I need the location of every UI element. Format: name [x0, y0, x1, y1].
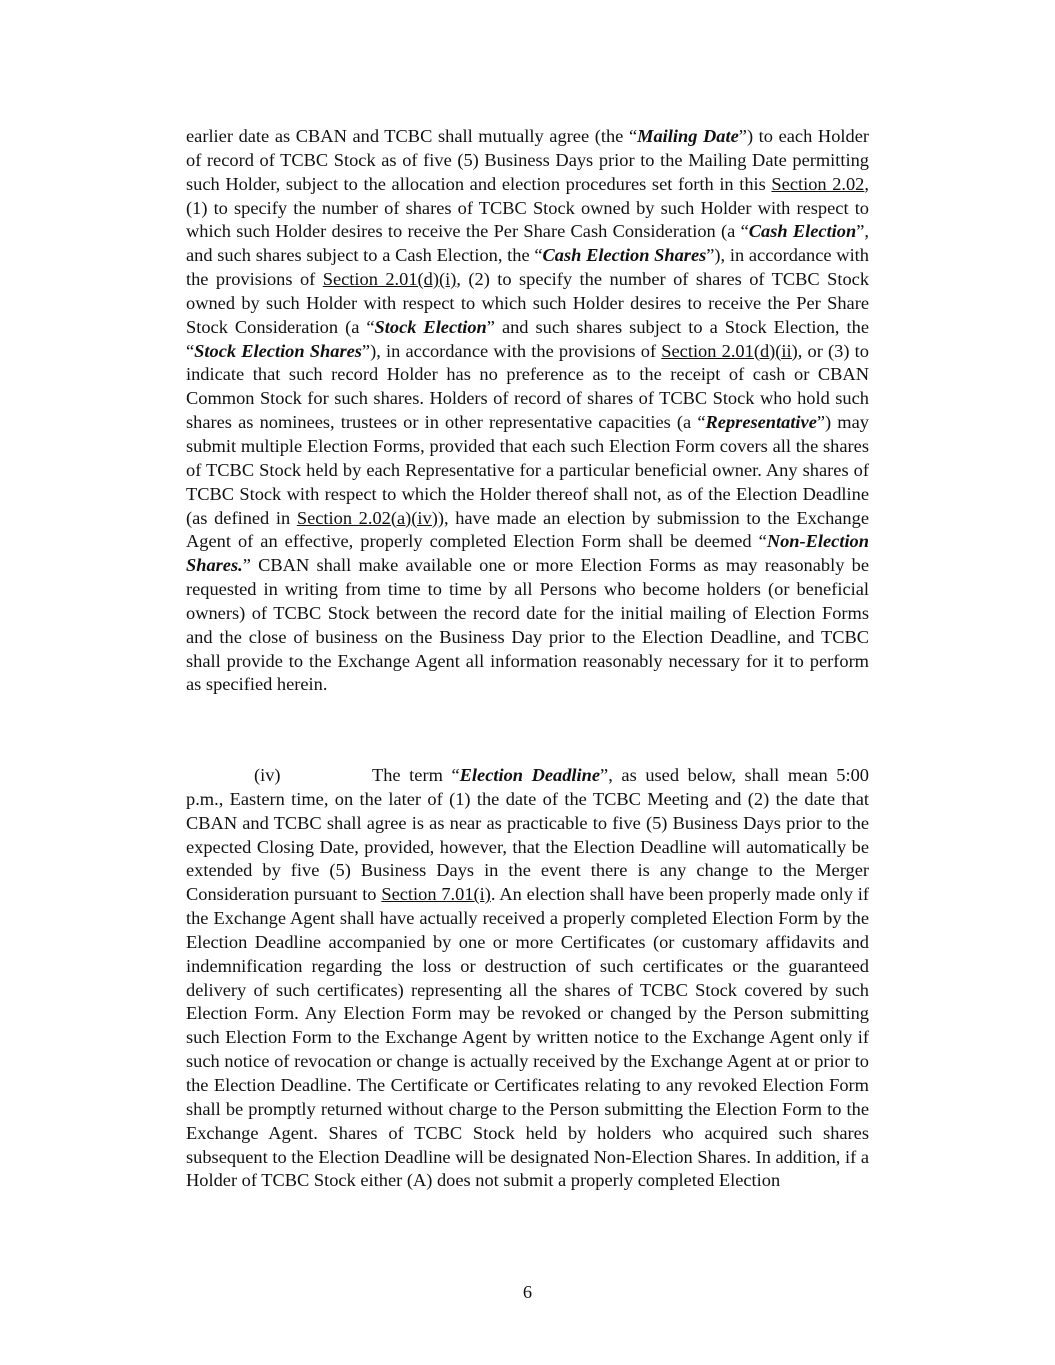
section-reference-2-02-a-iv: Section 2.02(a)(iv): [296, 507, 438, 528]
clause-number: (iv): [254, 765, 281, 785]
defined-term-representative: Representative: [705, 412, 817, 433]
text-run: ”, as used below, shall mean 5:00 p.m., Eastern time, on the later of (1) the date of the TCBC Meeting and (2) the date that CBAN and TCBC shall agree is as near as practicable to five (5) Business Days prior to the expected Closing Date, provided, however, that the Election Deadline will automatically be extended by five (5) Business Days in the event there is any change to the Merger Consideration pursuant to: [186, 765, 870, 905]
defined-term-non-election-shares: Non-Election Shares.: [186, 531, 869, 576]
text-run: ”) may submit multiple Election Forms, provided that each such Election Form covers all the shares of TCBC Stock held by each Representative for a particular beneficial owner. Any shares of TCBC Stock with respect to which the Holder thereof shall not, as of the Election Deadline (as defined in: [186, 412, 869, 528]
paragraph-election-form: [186, 125, 869, 697]
text-run: ”) to each Holder of record of TCBC Stock as of five (5) Business Days prior to the Mailing Date permitting such Holder, subject to the allocation and election procedures set forth in this: [186, 126, 869, 194]
defined-term-election-deadline: Election Deadline: [459, 765, 601, 785]
text-run: ” CBAN shall make available one or more Election Forms as may reasonably be requested in writing from time to time by all Persons who become holders (or beneficial owners) of TCBC Stock between the record date for the initial mailing of Election Forms and the close of business on the Business Day prior to the Election Deadline, and TCBC shall provide to the Exchange Agent all information reasonably necessary for it to perform as specified herein.: [186, 555, 869, 695]
text-run: , (2) to specify the number of shares of TCBC Stock owned by such Holder with respect to which such Holder desires to receive the Per Share Stock Consideration (a “: [186, 269, 870, 337]
section-reference-2-01-d-ii: Section 2.01(d)(ii): [661, 340, 798, 361]
text-run: The term “: [372, 765, 460, 785]
text-run: earlier date as CBAN and TCBC shall mutually agree (the “: [186, 126, 638, 146]
text-run: . An election shall have been properly made only if the Exchange Agent shall have actually received a properly completed Election Form by the Election Deadline accompanied by one or more Certificates (or customary affidavits and indemnification regarding the loss or destruction of such certificates or the guaranteed delivery of such certificates) representing all the shares of TCBC Stock covered by such Election Form. Any Election Form may be revoked or changed by the Person submitting such Election Form to the Exchange Agent by written notice to the Exchange Agent only if such notice of revocation or change is actually received by the Exchange Agent at or prior to the Election Deadline. The Certificate or Certificates relating to any revoked Election Form shall be promptly returned without charge to the Person submitting the Election Form to the Exchange Agent. Shares of TCBC Stock held by holders who acquired such shares subsequent to the Election Deadline will be designated Non-Election Shares. In addition, if a Holder of TCBC Stock either (A) does not submit a properly completed Election: [186, 884, 869, 1191]
defined-term-mailing-date: Mailing Date: [637, 126, 739, 146]
defined-term-stock-election-shares: Stock Election Shares: [194, 340, 362, 361]
text-run: ” and such shares subject to a Stock Election, the “: [186, 316, 869, 361]
text-run: ”, and such shares subject to a Cash Election, the “: [186, 221, 869, 266]
section-reference-7-01-i: Section 7.01(i): [381, 884, 491, 905]
text-run: ”), in accordance with the provisions of: [361, 340, 662, 361]
paragraph-election-deadline: [186, 764, 869, 1193]
text-run: , or (3) to indicate that such record Holder has no preference as to the receipt of cash or CBAN Common Stock for such shares. Holders of record of shares of TCBC Stock who hold such shares as nominees, trustees or in other representative capacities (a “: [186, 340, 869, 433]
section-reference-2-02: Section 2.02: [771, 173, 865, 194]
text-run: , (1) to specify the number of shares of TCBC Stock owned by such Holder with respect to which such Holder desires to receive the Per Share Cash Consideration (a “: [186, 173, 869, 242]
defined-term-cash-election: Cash Election: [748, 221, 857, 242]
text-run: ), have made an election by submission to the Exchange Agent of an effective, properly completed Election Form shall be deemed “: [186, 507, 869, 552]
defined-term-cash-election-shares: Cash Election Shares: [542, 245, 707, 266]
page-number: 6: [522, 1282, 533, 1302]
section-reference-2-01-d-i: Section 2.01(d)(i): [322, 269, 457, 290]
text-run: ”), in accordance with the provisions of: [186, 245, 869, 290]
defined-term-stock-election: Stock Election: [374, 316, 487, 337]
